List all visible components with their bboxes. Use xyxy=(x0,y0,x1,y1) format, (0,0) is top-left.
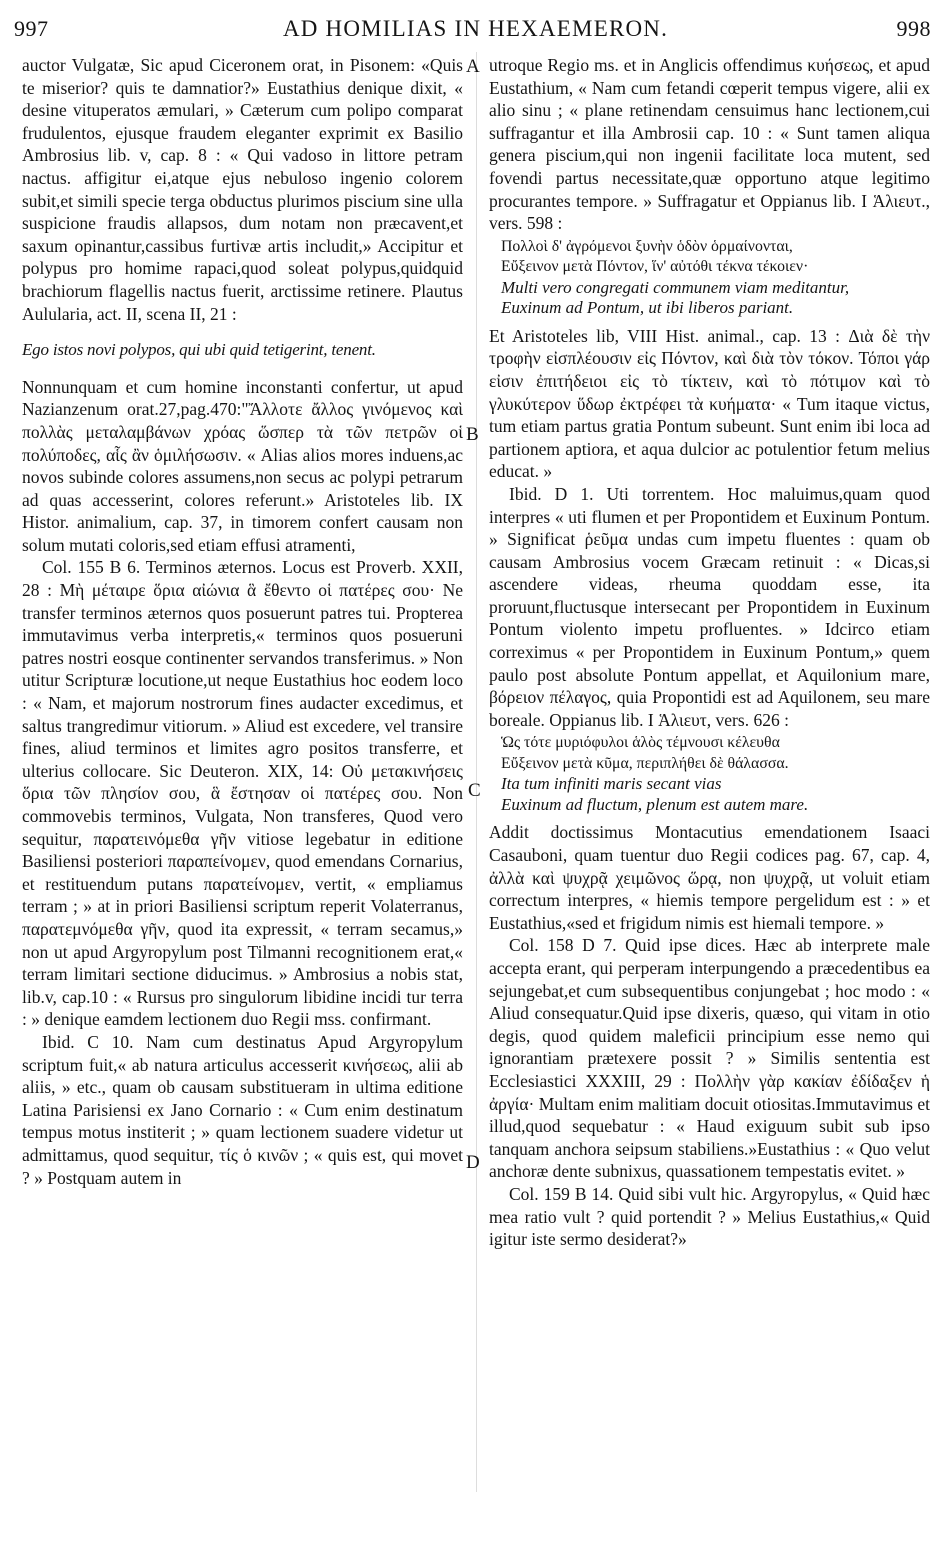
verse-line-greek: Ὡς τότε μυριόφυλοι ἁλὸς τέμνουσι κέλευθα xyxy=(501,734,780,752)
page-number-left: 997 xyxy=(14,16,49,41)
verse-line-greek: Εὔξεινον μετὰ Πόντον, ἵν' αὐτόθι τέκνα τέκοιεν· xyxy=(501,258,809,276)
margin-marker-a: A xyxy=(466,56,480,77)
running-header xyxy=(0,0,951,48)
page-number-right: 998 xyxy=(896,16,931,41)
margin-marker-c: C xyxy=(468,780,481,801)
paragraph: Col. 155 B 6. Terminos æternos. Locus est Proverb. XXII, 28 : Μὴ μέταιρε ὅρια αἰώνια ἃ ἔθεντο οἱ πατέρες σου· Ne transfer terminos æternos quos posuerunt patres tui. Propterea immutavimus verba interpretis,« terminos quos posueruni patres nostri eosque continenter servandos transferimus. » Non utitur Scripturæ locutione,ut neque Eustathius hoc eodem loco : « Nam, et majorum nostrorum fines audacter excedimus, et saltus trangredimur vitiorum. » Aliud est excedere, vel transire fines, aliud terminos et limites agro positos transferre, et ulterius collocare. Sic Deuteron. XIX, 14: Οὐ μετακινήσεις ὅρια τῶν πλησίον σου, ἃ ἔστησαν οἱ πατέρες σου. Non commovebis terminos, Vulgata, Non transferes, Quod vero sequitur, παρατεινόμεθα γῆν vitiose legebatur in editione Basiliensi posteriori παραπείνομεν, quod emendans Cornarius, et restituendum putans παρατείνομεν, vertit, « empliamus terram ; » at in priori Basiliensi scriptum reperit Volaterranus, παρατεμνόμεθα γῆν, quod ita expressit, « terram secamus,» non ut apud Argyropylum post Tilmanni recognitionem erat,« terram limitari sectione diducimus. » Ambrosius a nobis stat, lib.v, cap.10 : « Rursus pro singulorum libidine incidi tur terra : » denique eamdem lectionem duo Regii mss. confirmant. xyxy=(22,557,463,1030)
verse-line-latin: Euxinum ad Pontum, ut ibi liberos pariant. xyxy=(501,298,794,318)
paragraph: auctor Vulgatæ, Sic apud Ciceronem orat, in Pisonem: «Quis te miserior? quis te damnatior?» Eustathius denique dixit, « desine vituperatos æmulari, » Cæterum cum polipo comparat frudulentos, ejusque fraudem eleganter exprimit ex Basilio Ambrosius lib. v, cap. 8 : « Qui vadoso in littore petram nactus. affigitur ei,atque ejus nebuloso ingenio colorem subit,et simili specie terga obductus plurimos piscium sine ulla suspicione fraudis allapsos, dum notam non præcavent,et saxum opinantur,cassibus furtivæ artis includit,» Accipitur et polypus pro homime rapaci,quod soleat polypus,quidquid brachiorum flagellis nactus fuerit, arctissime retinere. Plautus Aulularia, act. II, scena II, 21 : xyxy=(22,55,463,324)
paragraph: Et Aristoteles lib, VIII Hist. animal., cap. 13 : Διὰ δὲ τὴν τροφὴν εἰσπλέουσιν εἰς Πόντον, καὶ διὰ τὸν τόκον. Τόποι γάρ εἰσιν ἐπιτήδειοι εἰς τὸ τίκτειν, καὶ τὸ πότιμον καὶ τὸ γλυκύτερον ὕδωρ ἐκτρέφει τὰ κυήματα· « Tum itaque victus, tum etiam partus gratia Pontum subeunt. Sunt enim ibi loca ad partionem aptiora, et aqua dulcior ac potulentior fetum melius educat. » xyxy=(489,325,930,482)
right-column xyxy=(489,54,930,1251)
verse-line-latin: Multi vero congregati communem viam meditantur, xyxy=(501,277,850,297)
left-column xyxy=(22,54,463,1189)
verse-line-greek: Πολλοὶ δ' ἀγρόμενοι ξυνὴν ὁδὸν ὁρμαίνονται, xyxy=(501,237,793,255)
paragraph: Ibid. D 1. Uti torrentem. Hoc maluimus,quam quod interpres « uti flumen et per Propontidem et Euxinum Pontum. » Significat ῥεῦμα undas cum impetu fluentes : quam ob causam Ambrosius vocem Græcam retinuit : « Dicas,si ascendere videas, rheuma quoddam esse, ita proruunt,fluctusque intersecant per Propontidem in Euxinum Pontum violento impetu profluentes. » Idcirco etiam correximus « per Propontidem in Euxinum Pontum,» quem paulo post absolute Pontum appellat, et Aquilonium mare, βόρειον πέλαγος, quia Propontidi est ad Aquilonem, seu mare boreale. Oppianus lib. I Ἁλιευτ, vers. 626 : xyxy=(489,483,930,730)
verse-line-greek: Εὔξεινον μετὰ κῦμα, περιπλήθει δὲ θάλασσα. xyxy=(501,754,789,772)
paragraph: utroque Regio ms. et in Anglicis offendimus κυήσεως, et apud Eustathium, « Nam cum fetandi cœperit tempus vigere, alii ex alio sinu ; « plane retinendam censuimus hanc lectionem,cui suffragantur et illa Ambrosii cap. 10 : « Sunt tamen aliqua genera piscium,qui non ingenii facilitate loca mutent, sed fovendi partus necessitate,quæ opportuno atque legitimo procurantes tempore. » Suffragatur et Oppianus lib. I Ἁλιευτ., vers. 598 : xyxy=(489,55,930,234)
paragraph: Nonnunquam et cum homine inconstanti confertur, ut apud Nazianzenum orat.27,pag.470:"Ἄλλοτε ἄλλος γινόμενος καὶ πολλὰς μεταλαμβάνων χρόας ὥσπερ τὰ τῶν πετρῶν οἱ πολύποδες, αἷς ἂν ὁμιλήσωσιν. « Alias alios mores induens,ac novos subinde colores assumens,non secus ac polypi petrarum ad quas accesserint, colores referunt.» Aristoteles lib. IX Histor. animalium, cap. 37, in timorem confert causam non solum mutati coloris,sed etiam effusi atramenti, xyxy=(22,376,463,555)
margin-marker-b: B xyxy=(466,424,479,445)
verse-line-latin: Euxinum ad fluctum, plenum est autem mare. xyxy=(501,794,809,814)
paragraph: Ibid. C 10. Nam cum destinatus Apud Argyropylum scriptum fuit,« ab natura articulus accesserit κινήσεως, alii ab aliis, » etc., quam ob causam substitueram in ultima editione Latina Parisiensi ex Jano Cornario : « Cum enim destinatum tempus motus institerit ; » quam lectionem suadere videtur ut admittamus, quod sequitur, τίς ὁ κινῶν ; « quis est, qui movet ? » Postquam autem in xyxy=(22,1031,463,1188)
verse-block xyxy=(501,733,930,815)
running-title: AD HOMILIAS IN HEXAEMERON. xyxy=(282,16,669,41)
paragraph: Col. 159 B 14. Quid sibi vult hic. Argyropylus, « Quid hæc mea ratio vult ? quid portendit ? » Melius Eustathius,« Quid igitur iste sermo desiderat?» xyxy=(489,1183,930,1250)
margin-marker-d: D xyxy=(466,1152,480,1173)
verse-line-latin: Ita tum infiniti maris secant vias xyxy=(501,774,722,794)
verse-quote: Ego istos novi polypos, qui ubi quid tetigerint, tenent. xyxy=(22,340,376,360)
column-divider xyxy=(476,52,477,1492)
verse-block xyxy=(501,237,930,319)
paragraph: Addit doctissimus Montacutius emendationem Isaaci Casauboni, quam tuentur duo Regii codices pag. 67, cap. 4, ἀλλὰ καὶ ψυχρᾷ χειμῶνος ὥρᾳ, non ψυχρᾷ, ut voluit etiam correctum interpres, « hiemis tempore pergelidum est : » et Eustathius,«sed et frigidum nimis est hiemali tempore. » xyxy=(489,822,930,933)
paragraph: Col. 158 D 7. Quid ipse dices. Hæc ab interprete male accepta erant, qui perperam interpungendo a præcedentibus ea sejungebat,et cum subsequentibus conjungebat ; hoc modo : « Aliud consequatur.Quid ipse dixeris, quæso, qui vitam in otio degis, quod quidem maleficii principium esse nemo qui ignorantiam prætexere possit ? » Similis sententia est Ecclesiastici XXXIII, 29 : Πολλὴν γὰρ κακίαν ἐδίδαξεν ἡ ἀργία· Multam enim malitiam docuit otiositas.Immutavimus et illud,quod sequebatur : « Haud exiguum subit sub ipso tanquam anchora seipsum stabiliens.»Eustathius : « Quo velut anchoræ dente subnixus, quassationem tempestatis evitet. » xyxy=(489,935,930,1182)
